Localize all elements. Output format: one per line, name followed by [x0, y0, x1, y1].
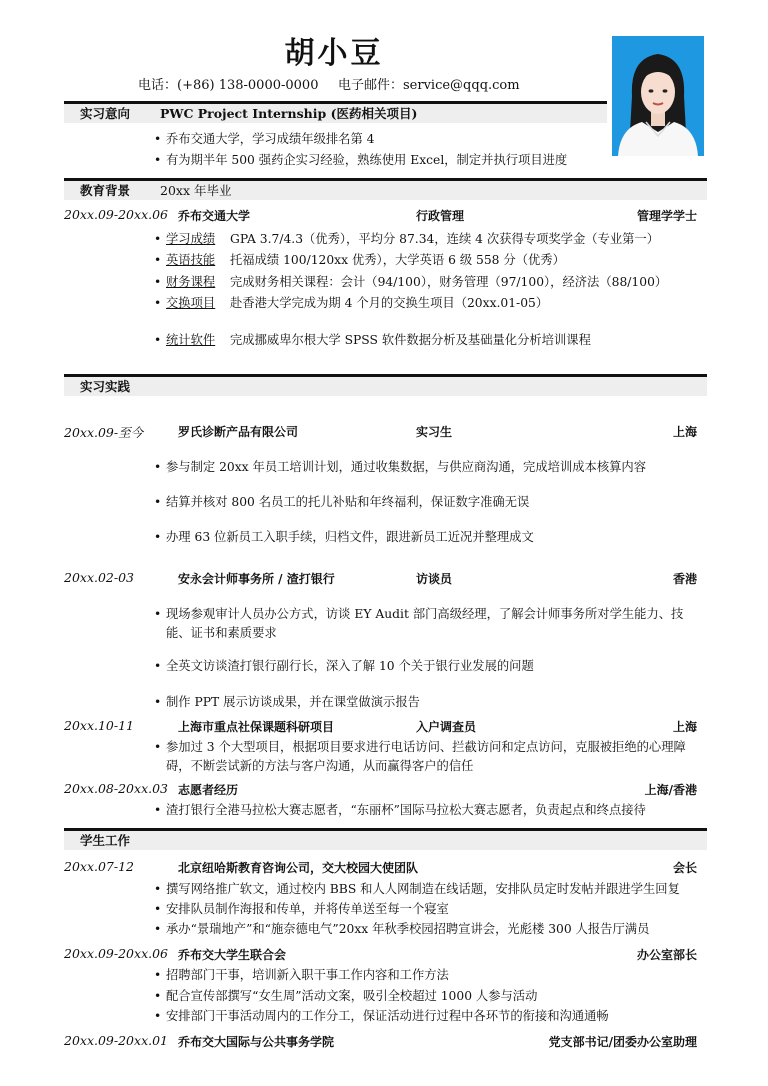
org-name: 罗氏诊断产品有限公司: [178, 425, 299, 439]
list-item: • 配合宣传部撰写“女生周”活动文案，吸引全校超过 1000 人参与活动: [166, 987, 706, 1006]
list-item: • 渣打银行全港马拉松大赛志愿者，“东丽杯”国际马拉松大赛志愿者，负责起点和终点接待: [166, 801, 706, 820]
org-name: 乔布交大国际与公共事务学院: [178, 1035, 335, 1049]
org-name: 乔布交大学生联合会: [178, 948, 287, 962]
job-row: [64, 859, 697, 877]
item-label: 统计软件: [166, 333, 216, 347]
date-range: 20xx.09-20xx.01: [64, 1033, 168, 1048]
job-place: 上海/香港: [644, 783, 697, 797]
list-item: [166, 230, 706, 249]
date-range: 20xx.02-03: [64, 570, 135, 585]
org-name: 上海市重点社保课题科研项目: [178, 720, 335, 734]
list-item: [166, 331, 706, 350]
list-item: [166, 251, 706, 270]
major: 行政管理: [416, 209, 465, 223]
list-item: • 乔布交通大学，学习成绩年级排名第 4: [166, 130, 706, 149]
section-title: 实习意向: [79, 106, 130, 121]
job-place: 党支部书记/团委办公室助理: [548, 1035, 697, 1049]
job-row: [64, 946, 697, 964]
org-name: 北京纽哈斯教育咨询公司，交大校园大使团队: [178, 861, 419, 875]
section-title: 实习实践: [79, 379, 130, 394]
job-row: [64, 718, 697, 736]
education-row: [64, 207, 697, 225]
job-role: 入户调查员: [416, 720, 477, 734]
email-contact[interactable]: 电子邮件：service@qqq.com: [338, 78, 520, 93]
list-item: • 撰写网络推广软文，通过校内 BBS 和人人网制造在线话题，安排队员定时发帖并跟进学生回复: [166, 880, 706, 899]
date-range: 20xx.07-12: [64, 859, 135, 874]
candidate-name: 胡小豆: [284, 36, 384, 71]
date-range: 20xx.10-11: [64, 718, 135, 733]
list-item: [166, 294, 706, 313]
job-role: 访谈员: [416, 572, 453, 586]
list-item: • 安排部门干事活动周内的工作分工，保证活动进行过程中各环节的衔接和沟通通畅: [166, 1007, 706, 1026]
list-item: • 招聘部门干事，培训新入职干事工作内容和工作方法: [166, 966, 706, 985]
intent-value: PWC Project Internship (医药相关项目): [160, 106, 418, 121]
item-text: 完成财务相关课程：会计（94/100），财务管理（97/100），经济法（88/100）: [230, 275, 668, 289]
list-item: • 安排队员制作海报和传单，并将传单送至每一个寝室: [166, 900, 706, 919]
section-student-work: [64, 828, 707, 850]
section-education: [64, 178, 707, 200]
list-item: • 全英文访谈渣打银行副行长，深入了解 10 个关于银行业发展的问题: [166, 657, 706, 676]
section-intent: [64, 101, 607, 123]
job-row: [64, 423, 697, 441]
list-item: • 结算并核对 800 名员工的托儿补贴和年终福利，保证数字准确无误: [166, 493, 706, 512]
list-item: • 参加过 3 个大型项目，根据项目要求进行电话访问、拦截访问和定点访问，克服被拒绝的心理障碍，不断尝试新的方法与客户沟通，从而赢得客户的信任: [166, 738, 706, 776]
job-place: 办公室部长: [636, 948, 697, 962]
job-place: 香港: [672, 572, 697, 586]
item-label: 学习成绩: [166, 232, 216, 246]
list-item: • 承办“景瑞地产”和“施奈德电气”20xx 年秋季校园招聘宣讲会，光彪楼 300 人报告厅满员: [166, 920, 706, 939]
item-text: 托福成绩 100/120xx 优秀），大学英语 6 级 558 分（优秀）: [230, 253, 565, 267]
list-item: • 办理 63 位新员工入职手续，归档文件，跟进新员工近况并整理成文: [166, 528, 706, 547]
job-role: 实习生: [416, 425, 453, 439]
item-text: 完成挪威卑尔根大学 SPSS 软件数据分析及基础量化分析培训课程: [230, 333, 591, 347]
job-place: 上海: [672, 425, 697, 439]
list-item: • 有为期半年 500 强药企实习经验，熟练使用 Excel，制定并执行项目进度: [166, 151, 706, 170]
list-item: • 现场参观审计人员办公方式，访谈 EY Audit 部门高级经理，了解会计师事务所对学生能力、技能、证书和素质要求: [166, 605, 706, 643]
item-text: 赴香港大学完成为期 4 个月的交换生项目（20xx.01-05）: [230, 296, 549, 310]
item-label: 交换项目: [166, 296, 216, 310]
degree: 管理学学士: [636, 209, 697, 223]
list-item: • 制作 PPT 展示访谈成果，并在课堂做演示报告: [166, 693, 706, 712]
date-range: 20xx.09-20xx.06: [64, 207, 168, 222]
job-row: [64, 570, 697, 588]
list-item: • 参与制定 20xx 年员工培训计划，通过收集数据，与供应商沟通，完成培训成本核算内容: [166, 458, 706, 477]
section-practice: [64, 374, 707, 396]
section-title: 学生工作: [79, 833, 130, 848]
org-name: 安永会计师事务所 / 渣打银行: [178, 572, 335, 586]
section-title: 教育背景: [79, 183, 130, 198]
job-place: 会长: [672, 861, 697, 875]
item-label: 英语技能: [166, 253, 216, 267]
phone-contact: 电话：(+86) 138-0000-0000: [138, 78, 319, 93]
item-text: GPA 3.7/4.3（优秀），平均分 87.34，连续 4 次获得专项奖学金（专业第一）: [230, 232, 660, 246]
date-range: 20xx.09-20xx.06: [64, 946, 168, 961]
job-row: [64, 1033, 697, 1051]
date-range: 20xx.08-20xx.03: [64, 781, 168, 796]
list-item: [166, 273, 706, 292]
job-row: [64, 781, 697, 799]
school-name: 乔布交通大学: [178, 209, 251, 223]
graduation-year: 20xx 年毕业: [160, 183, 232, 198]
item-label: 财务课程: [166, 275, 216, 289]
org-name: 志愿者经历: [178, 783, 239, 797]
job-place: 上海: [672, 720, 697, 734]
date-range: 20xx.09-至今: [64, 425, 144, 440]
